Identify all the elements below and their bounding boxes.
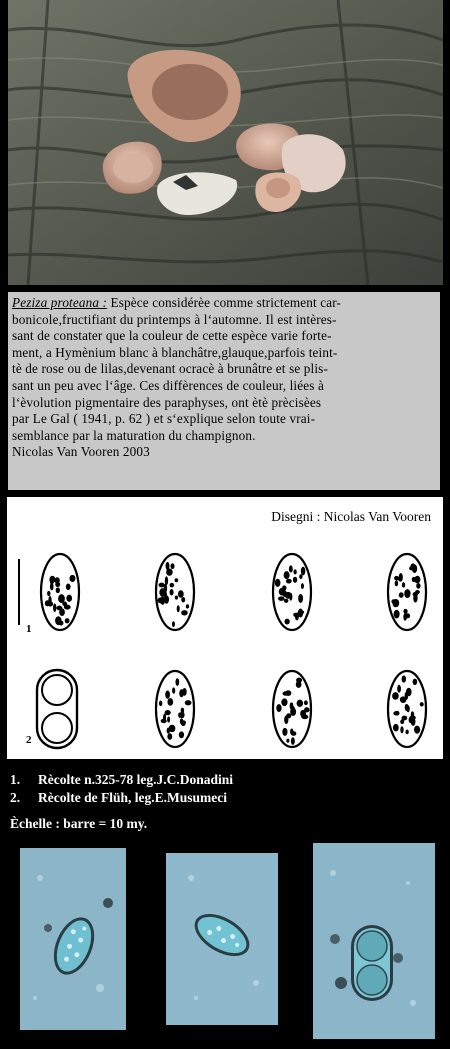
- spore-drawing: [156, 671, 194, 747]
- spore-drawings-svg: [7, 497, 443, 759]
- spore-drawing: [273, 554, 311, 630]
- spore-guttulate: [37, 670, 77, 748]
- note-text: Rècolte n.325-78 leg.J.C.Donadini: [38, 772, 233, 787]
- note-2: [10, 790, 227, 806]
- spore-drawing: [388, 554, 426, 630]
- description-line-4: tè de rose ou de lilas,devenant ocracè à brunâtre et se plis-: [12, 361, 328, 377]
- spore-drawing: [273, 671, 311, 747]
- author-line: Nicolas Van Vooren 2003: [12, 444, 150, 460]
- micrograph-3: [313, 843, 435, 1039]
- row-label-1: 1: [26, 623, 32, 635]
- description-line-1: bonicole,fructifiant du printemps à l‘automne. Il est intères-: [12, 311, 337, 327]
- description-line-3: ment, a Hymènium blanc à blanchâtre,glauque,parfois teint-: [12, 344, 338, 360]
- description-text: Espèce considérèe comme strictement car-: [110, 295, 342, 310]
- description-line-8: semblance par la maturation du champignon.: [12, 427, 256, 443]
- note-text: Rècolte de Flüh, leg.E.Musumeci: [38, 790, 227, 805]
- micrograph-1: [20, 848, 126, 1030]
- description-line-0: [12, 295, 436, 312]
- micrograph-2: [166, 853, 278, 1025]
- description-line-7: par Le Gal ( 1941, p. 62 ) et s‘explique selon toute vrai-: [12, 411, 316, 427]
- spore-drawings-panel: [7, 497, 443, 759]
- note-number: 2.: [10, 790, 21, 805]
- note-1: [10, 772, 233, 788]
- note-number: 1.: [10, 772, 21, 787]
- description-line-6: l‘èvolution pigmentaire des paraphyses, ont ètè prècisèes: [12, 394, 322, 410]
- species-name: Peziza proteana :: [12, 295, 108, 310]
- mushroom-photo: [8, 0, 443, 285]
- description-line-2: sant de constater que la couleur de cette espèce varie forte-: [12, 328, 332, 344]
- drawings-credit: Disegni : Nicolas Van Vooren: [271, 509, 431, 524]
- spore-drawing: [156, 554, 194, 630]
- description-text-box: [8, 292, 440, 490]
- row-label-2: 2: [26, 734, 32, 746]
- description-line-5: sant un peu avec l‘âge. Ces diffèrences de couleur, liées à: [12, 377, 324, 393]
- spore-drawing: [41, 554, 79, 630]
- spore-drawing: [388, 671, 426, 747]
- scale-text: Èchelle : barre = 10 my.: [10, 816, 148, 831]
